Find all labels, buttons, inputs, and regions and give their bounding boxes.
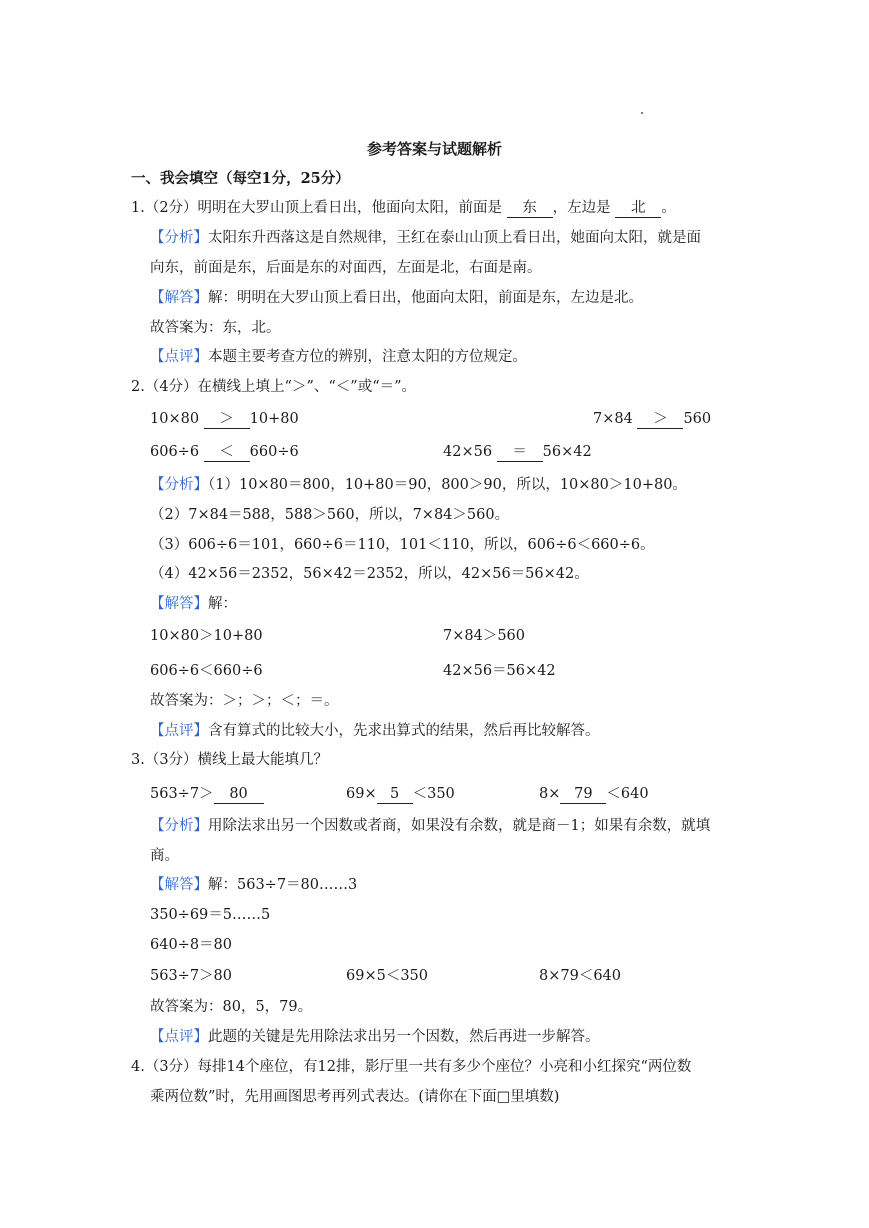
q2-result-2: 7×84＞560 (443, 628, 526, 644)
q2-expr-1-right: 10+80 (249, 411, 299, 427)
q1-stem-a: 1.（2分）明明在大罗山顶上看日出，他面向太阳，前面是 (131, 200, 503, 216)
q2-expr-4-left: 42×56 (443, 444, 493, 460)
q2-analysis-1: （1）10×80＝800，10+80＝90，800＞90，所以，10×80＞10+80。 (208, 477, 687, 493)
q2-review-text: 含有算式的比较大小，先求出算式的结果，然后再比较解答。 (208, 723, 600, 739)
q3-expr-3 (539, 783, 649, 805)
q3-blank-1: 80 (214, 785, 264, 804)
q2-review-tag: 【点评】 (150, 723, 208, 739)
q3-expr-3-left: 8× (539, 786, 561, 802)
q3-answer (150, 874, 357, 896)
q1-analysis-text: 太阳东升西落这是自然规律，王红在泰山山顶上看日出，她面向太阳，就是面 (208, 230, 701, 246)
q3-answer-text: 解：563÷7＝80……3 (208, 877, 358, 893)
q1-answer-tag: 【解答】 (150, 290, 208, 306)
q1-analysis-cont: 向东，前面是东，后面是东的对面西，左面是北，右面是南。 (150, 260, 542, 276)
q1-analysis (150, 227, 701, 249)
q1-review-text: 本题主要考查方位的辨别，注意太阳的方位规定。 (208, 349, 527, 365)
q3-final: 故答案为：80，5，79。 (150, 999, 313, 1015)
q2-row-1 (150, 408, 850, 430)
q3-review-text: 此题的关键是先用除法求出另一个因数，然后再进一步解答。 (208, 1029, 600, 1045)
q2-analysis-tag: 【分析】 (150, 477, 208, 493)
q1-blank-1: 东 (507, 199, 553, 218)
q3-result-1: 563÷7＞80 (150, 968, 233, 984)
q3-review (150, 1026, 600, 1048)
q2-final: 故答案为：＞；＞；＜；＝。 (150, 693, 339, 709)
q3-blank-3: 79 (560, 785, 606, 804)
q4-stem-cont: 乘两位数”时，先用画图思考再列式表达。(请你在下面□里填数) (150, 1089, 560, 1105)
q3-result-3: 8×79＜640 (539, 968, 622, 984)
q2-expr-2-left: 7×84 (593, 411, 633, 427)
page-title: 参考答案与试题解析 (366, 140, 502, 158)
q3-analysis-cont: 商。 (150, 848, 179, 864)
q2-expr-3-right: 660÷6 (249, 444, 299, 460)
q2-expr-2 (593, 408, 711, 430)
q2-result-4: 42×56＝56×42 (443, 663, 556, 679)
q2-expr-1-left: 10×80 (150, 411, 200, 427)
q1-stem-b: ，左边是 (552, 200, 611, 216)
q3-analysis-text: 用除法求出另一个因数或者商，如果没有余数，就是商－1；如果有余数，就填 (208, 818, 711, 834)
q2-blank-4: ＝ (497, 443, 543, 462)
q3-stem: 3.（3分）横线上最大能填几？ (131, 752, 329, 768)
q1-answer (150, 287, 643, 309)
q2-row-2 (150, 441, 850, 463)
q2-analysis-4: （4）42×56＝2352，56×42＝2352，所以，42×56＝56×42。 (150, 566, 589, 582)
q3-expr-1 (150, 783, 264, 805)
q2-answer-tag: 【解答】 (150, 596, 208, 612)
q2-stem: 2.（4分）在横线上填上“＞”、“＜”或“＝”。 (131, 379, 417, 395)
q2-result-3: 606÷6＜660÷6 (150, 663, 263, 679)
q2-answer-text: 解： (208, 596, 237, 612)
q2-blank-1: ＞ (204, 410, 250, 429)
q1-stem-c: 。 (661, 200, 676, 216)
q1-final: 故答案为：东，北。 (150, 320, 281, 336)
q1-answer-text: 解：明明在大罗山顶上看日出，他面向太阳，前面是东，左边是北。 (208, 290, 643, 306)
q3-calc-2: 350÷69＝5……5 (150, 907, 271, 923)
section-heading: 一、我会填空（每空1分，25分） (131, 170, 350, 187)
q3-blank-2: 5 (377, 785, 413, 804)
q3-expr-2-right: ＜350 (412, 786, 455, 802)
q2-analysis-3: （3）606÷6＝101，660÷6＝110，101＜110，所以，606÷6＜660÷6。 (150, 537, 655, 553)
q1-blank-2: 北 (615, 199, 661, 218)
q3-calc-3: 640÷8＝80 (150, 937, 233, 953)
q2-review (150, 720, 600, 742)
q3-expr-1-left: 563÷7＞ (150, 786, 214, 802)
q3-result-2: 69×5＜350 (346, 968, 429, 984)
q1-review (150, 346, 527, 368)
q3-expr-2-left: 69× (346, 786, 377, 802)
q1-review-tag: 【点评】 (150, 349, 208, 365)
q3-review-tag: 【点评】 (150, 1029, 208, 1045)
q4-stem: 4.（3分）每排14个座位，有12排，影厅里一共有多少个座位？小亮和小红探究“两位数 (131, 1059, 692, 1075)
corner-dot (641, 112, 643, 114)
q3-analysis (150, 815, 710, 837)
q2-expr-3-left: 606÷6 (150, 444, 200, 460)
q2-blank-3: ＜ (204, 443, 250, 462)
q3-analysis-tag: 【分析】 (150, 818, 208, 834)
q3-expr-2 (346, 783, 455, 805)
q2-expr-4 (443, 441, 592, 463)
q2-analysis (150, 474, 687, 496)
q2-expr-4-right: 56×42 (542, 444, 592, 460)
q1-analysis-tag: 【分析】 (150, 230, 208, 246)
q2-expr-2-right: 560 (683, 411, 712, 427)
q2-blank-2: ＞ (637, 410, 683, 429)
q3-expr-3-right: ＜640 (606, 786, 649, 802)
q2-answer (150, 593, 237, 615)
q1-stem (131, 197, 676, 219)
q2-analysis-2: （2）7×84＝588，588＞560，所以，7×84＞560。 (150, 507, 510, 523)
q2-result-1: 10×80＞10+80 (150, 628, 263, 644)
q3-answer-tag: 【解答】 (150, 877, 208, 893)
